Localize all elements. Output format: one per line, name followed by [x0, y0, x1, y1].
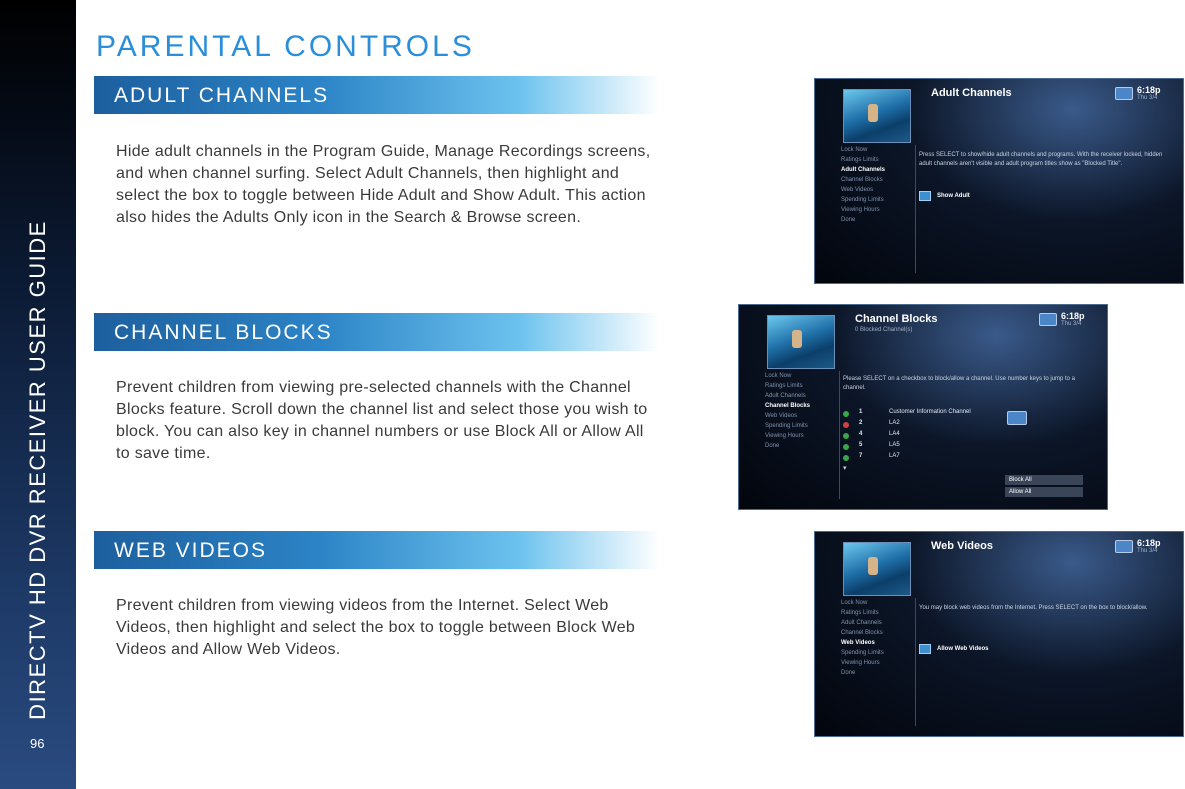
menu-item-done[interactable]: Done — [841, 670, 856, 676]
menu-item-lock-now[interactable]: Lock Now — [841, 600, 868, 606]
menu-item-web-videos[interactable]: Web Videos — [841, 640, 875, 646]
clock-time: 6:18p — [1061, 311, 1085, 321]
channel-number: 7 — [859, 453, 863, 459]
section-body-channel-blocks: Prevent children from viewing pre-selected channels with the Channel Blocks feature. Scroll down the channel list and select those you wish to block. You can also key in channel numbers or use Block All or Allow All to save time. — [116, 379, 648, 462]
menu-item-adult-channels[interactable]: Adult Channels — [841, 167, 886, 173]
channel-row[interactable] — [843, 431, 1003, 442]
channel-row[interactable] — [843, 442, 1003, 453]
menu-item-web-videos[interactable]: Web Videos — [841, 187, 874, 193]
section-body-web-videos: Prevent children from viewing videos from the Internet. Select Web Videos, then highlight and select the box to toggle between Block Web Videos and Allow Web Videos. — [116, 597, 636, 658]
page-title: PARENTAL CONTROLS — [96, 30, 475, 63]
menu-item-done[interactable]: Done — [841, 217, 856, 223]
screen-title: Adult Channels — [931, 87, 1012, 99]
tv-icon — [1115, 87, 1133, 100]
menu-item-adult-channels[interactable]: Adult Channels — [765, 393, 806, 399]
channel-number: 4 — [859, 431, 863, 437]
screen-clock — [1115, 538, 1177, 556]
channel-logo-icon — [1007, 411, 1027, 425]
menu-item-channel-blocks[interactable]: Channel Blocks — [841, 177, 883, 183]
channel-number: 2 — [859, 420, 863, 426]
section-body-adult-channels: Hide adult channels in the Program Guide, Manage Recordings screens, and when channel surfing. Select Adult Channels, then highlight and select the box to toggle between Hide Adult and Show Adult. This action also hides the Adults Only icon in the Search & Browse screen. — [116, 143, 651, 226]
screenshot-web-videos — [814, 531, 1184, 737]
menu-divider — [839, 371, 840, 499]
allow-all-button[interactable]: Allow All — [1005, 487, 1083, 497]
menu-item-ratings-limits[interactable]: Ratings Limits — [841, 157, 879, 163]
menu-item-spending-limits[interactable]: Spending Limits — [841, 197, 884, 203]
checkbox-icon — [919, 191, 931, 201]
screen-description: You may block web videos from the Internet. Press SELECT on the box to block/allow. — [919, 605, 1148, 611]
parental-menu — [765, 371, 835, 451]
surf-poster-image — [767, 315, 835, 369]
channel-row[interactable] — [843, 453, 1003, 464]
allowed-status-icon — [843, 411, 849, 417]
surf-poster-image — [843, 89, 911, 143]
channel-name: Customer Information Channel — [889, 409, 971, 415]
channel-name: LA4 — [889, 431, 900, 437]
menu-item-adult-channels[interactable]: Adult Channels — [841, 620, 882, 626]
clock-date: Thu 3/4 — [1137, 95, 1158, 101]
channel-name: LA7 — [889, 453, 900, 459]
chevron-down-icon: ▾ — [843, 465, 847, 472]
checkbox-label: Show Adult — [937, 193, 970, 199]
menu-item-channel-blocks[interactable]: Channel Blocks — [765, 403, 811, 409]
screen-description: Please SELECT on a checkbox to block/allow a channel. Use number keys to jump to a channel. — [843, 376, 1076, 391]
menu-item-done[interactable]: Done — [765, 443, 780, 449]
surfer-figure — [792, 330, 802, 348]
screen-description: Press SELECT to show/hide adult channels and programs. With the receiver locked, hidden adult channels aren't visible and adult program titles show as "Blocked Title". — [919, 152, 1163, 167]
menu-item-spending-limits[interactable]: Spending Limits — [841, 650, 884, 656]
tv-icon — [1115, 540, 1133, 553]
section-band-channel-blocks — [94, 313, 660, 351]
menu-item-ratings-limits[interactable]: Ratings Limits — [841, 610, 879, 616]
menu-divider — [915, 598, 916, 726]
clock-time: 6:18p — [1137, 85, 1161, 95]
block-all-button[interactable]: Block All — [1005, 475, 1083, 485]
surfer-figure — [868, 104, 878, 122]
channel-row[interactable] — [843, 420, 1003, 431]
section-heading: CHANNEL BLOCKS — [114, 321, 333, 344]
parental-menu — [841, 145, 911, 225]
channel-number: 1 — [859, 409, 863, 415]
section-band-web-videos — [94, 531, 660, 569]
allowed-status-icon — [843, 433, 849, 439]
channel-name: LA2 — [889, 420, 900, 426]
section-heading: WEB VIDEOS — [114, 539, 268, 562]
guide-vertical-title: DIRECTV HD DVR RECEIVER USER GUIDE — [25, 220, 50, 720]
blocked-status-icon — [843, 422, 849, 428]
checkbox-label: Allow Web Videos — [937, 646, 989, 652]
surf-poster-image — [843, 542, 911, 596]
section-band-adult-channels — [94, 76, 660, 114]
screenshot-channel-blocks — [738, 304, 1108, 510]
screen-subtitle: 0 Blocked Channel(s) — [855, 327, 913, 333]
screen-clock — [1039, 311, 1101, 329]
checkbox-icon — [919, 644, 931, 654]
channel-row[interactable] — [843, 409, 1003, 420]
menu-item-lock-now[interactable]: Lock Now — [841, 147, 868, 153]
screen-clock — [1115, 85, 1177, 103]
section-heading: ADULT CHANNELS — [114, 84, 330, 107]
menu-item-ratings-limits[interactable]: Ratings Limits — [765, 383, 803, 389]
page-number: 96 — [30, 736, 45, 751]
screenshot-adult-channels — [814, 78, 1184, 284]
clock-time: 6:18p — [1137, 538, 1161, 548]
channel-name: LA5 — [889, 442, 900, 448]
menu-divider — [915, 145, 916, 273]
more-channels-indicator[interactable] — [843, 464, 1003, 475]
allowed-status-icon — [843, 444, 849, 450]
menu-item-channel-blocks[interactable]: Channel Blocks — [841, 630, 883, 636]
menu-item-spending-limits[interactable]: Spending Limits — [765, 423, 808, 429]
menu-item-viewing-hours[interactable]: Viewing Hours — [765, 433, 804, 439]
surfer-figure — [868, 557, 878, 575]
clock-date: Thu 3/4 — [1137, 548, 1158, 554]
side-spine — [0, 0, 76, 789]
channel-list — [843, 409, 1003, 475]
menu-item-web-videos[interactable]: Web Videos — [765, 413, 798, 419]
tv-icon — [1039, 313, 1057, 326]
screen-title: Web Videos — [931, 540, 993, 552]
parental-menu — [841, 598, 911, 678]
allowed-status-icon — [843, 455, 849, 461]
menu-item-viewing-hours[interactable]: Viewing Hours — [841, 660, 880, 666]
clock-date: Thu 3/4 — [1061, 321, 1082, 327]
screen-title: Channel Blocks — [855, 313, 938, 325]
channel-number: 5 — [859, 442, 863, 448]
menu-item-viewing-hours[interactable]: Viewing Hours — [841, 207, 880, 213]
menu-item-lock-now[interactable]: Lock Now — [765, 373, 792, 379]
